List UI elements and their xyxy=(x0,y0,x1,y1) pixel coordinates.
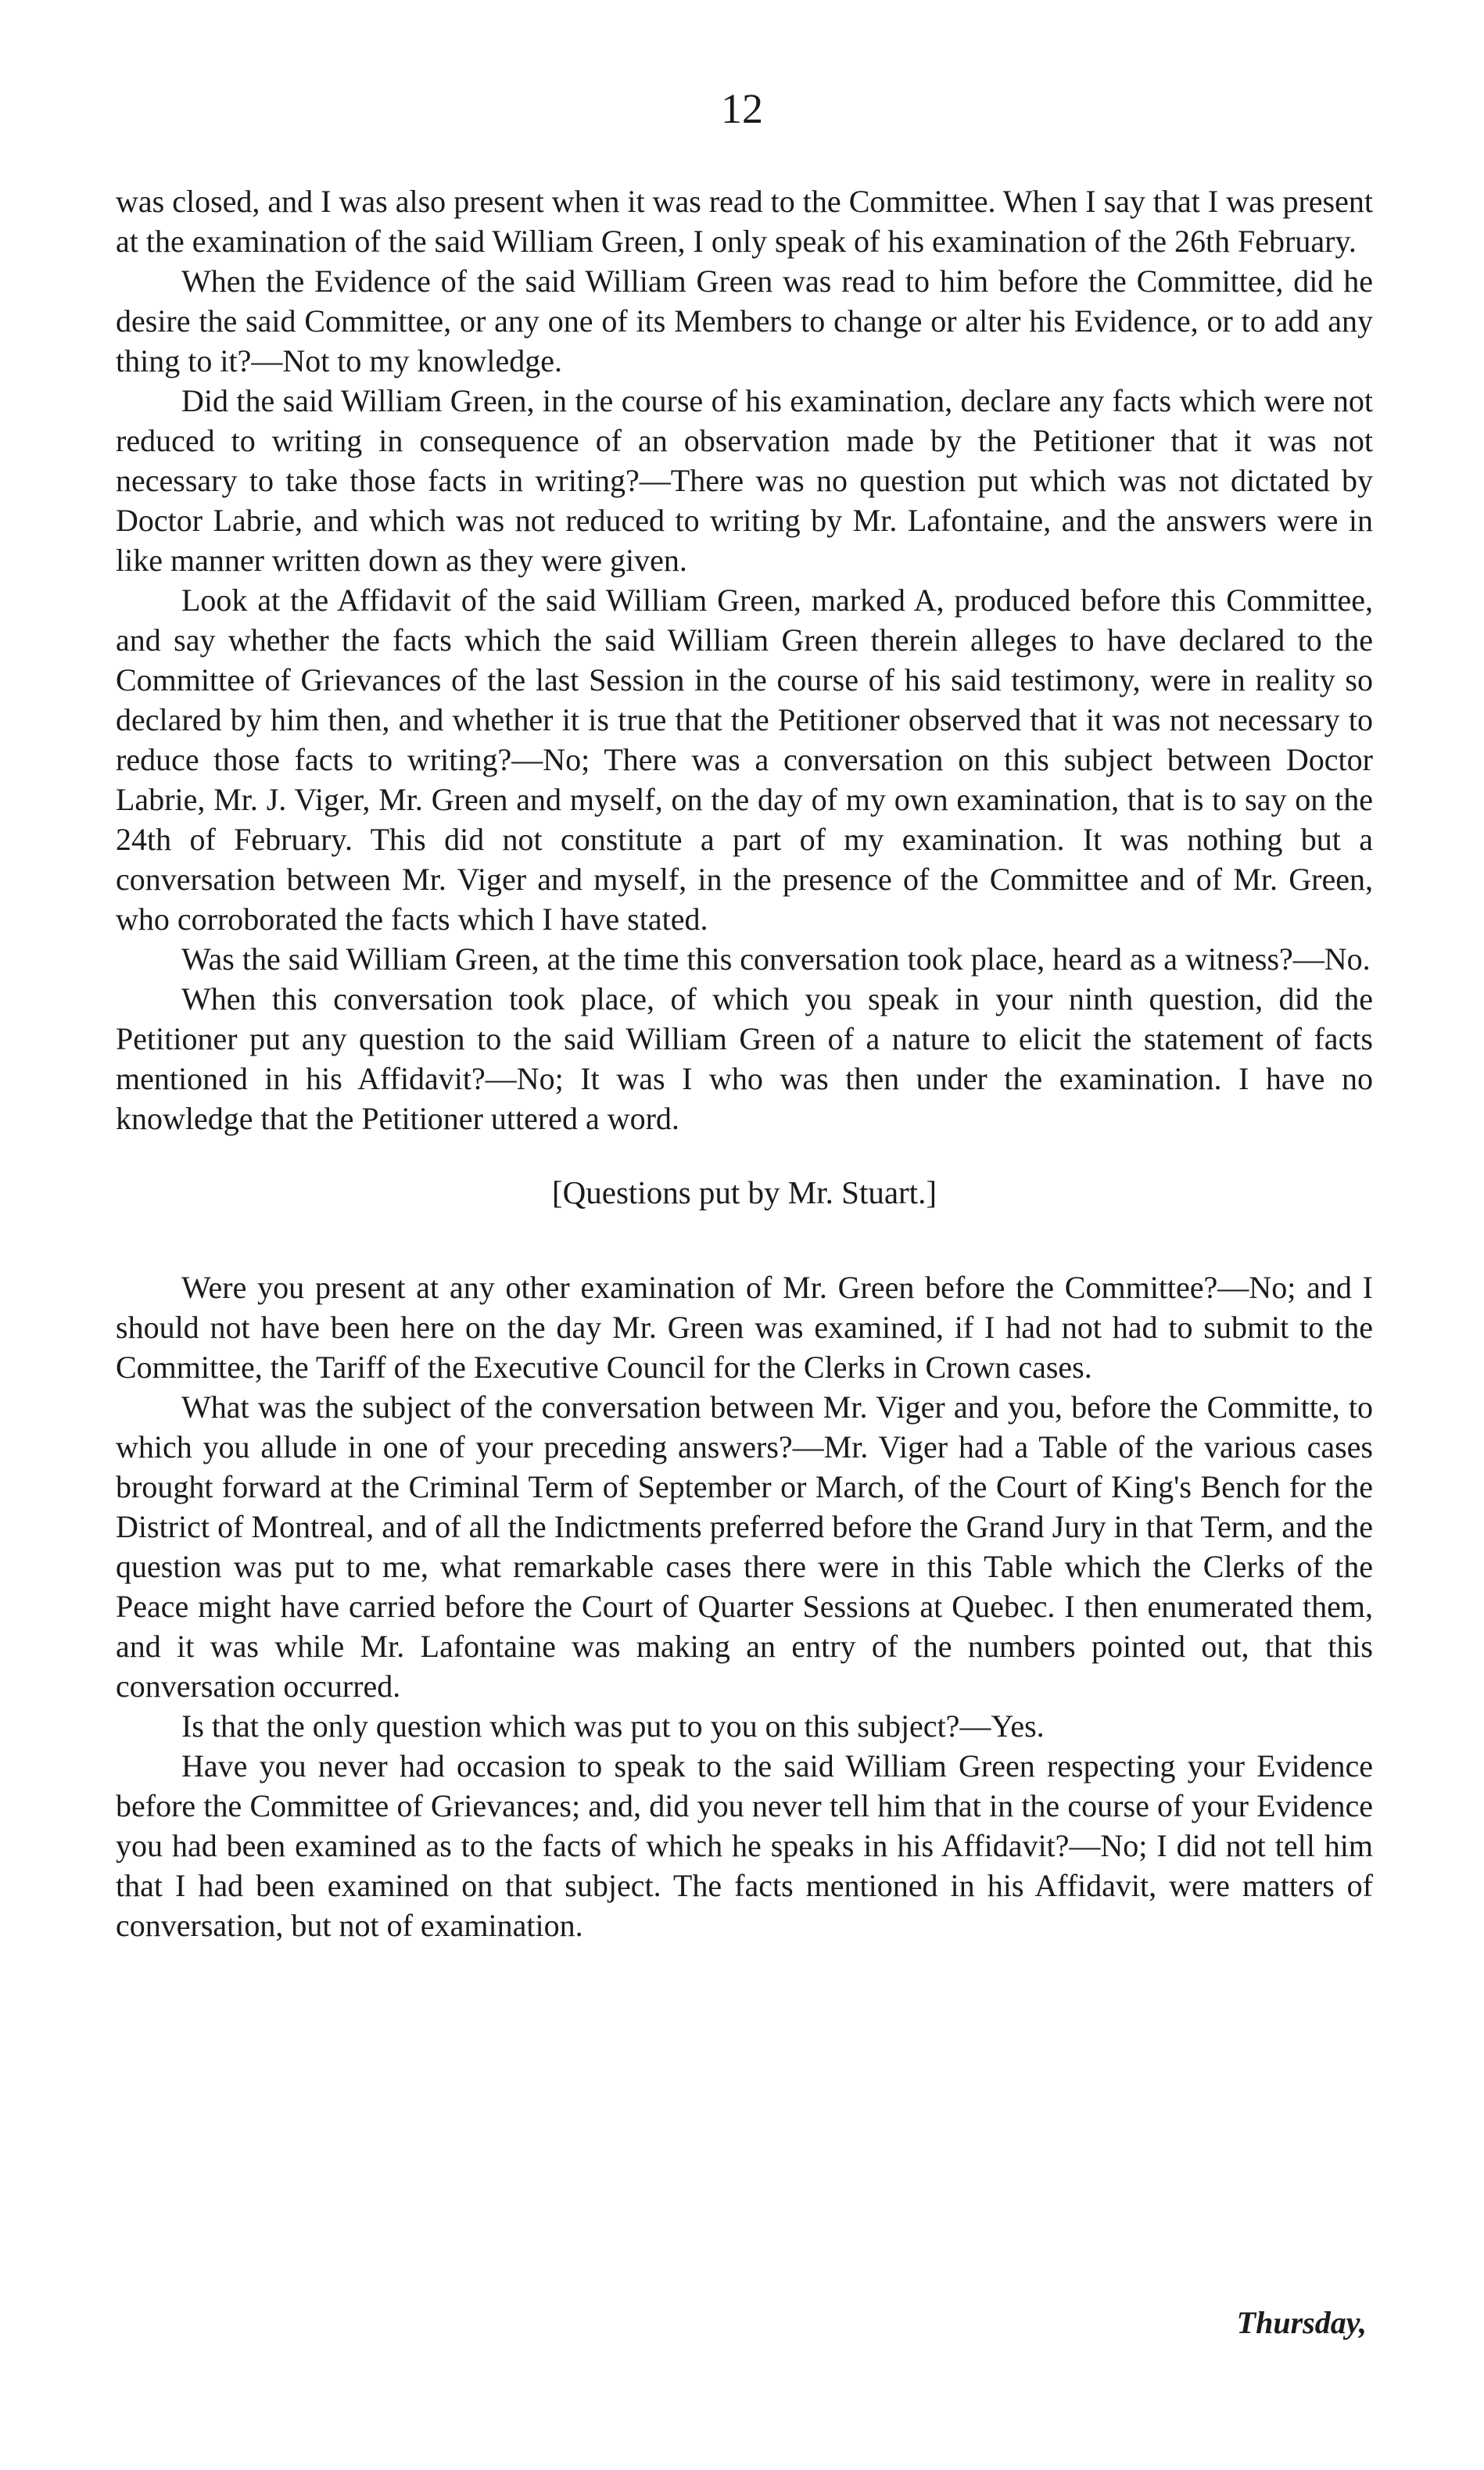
section-heading: [Questions put by Mr. Stuart.] xyxy=(552,1174,937,1210)
paragraph: Was the said William Green, at the time this conversation took place, heard as a witness?—No. xyxy=(181,941,1371,977)
paragraph: When this conversation took place, of which you speak in your ninth question, did the Petitioner put any question to the said William Green of a nature to elicit the statement of facts mentioned in his Affidavit?—No; It was I who was then under the examination. I have no knowledge that the Petitioner uttered a word. xyxy=(116,981,1373,1136)
paragraph: Did the said William Green, in the course of his examination, declare any facts which were not reduced to writing in consequence of an observation made by the Petitioner that it was not necessary to take those facts in writing?—There was no question put which was not dictated by Doctor Labrie, and which was not reduced to writing by Mr. Lafontaine, and the answers were in like manner written down as they were given. xyxy=(116,383,1373,578)
paragraph: Is that the only question which was put to you on this subject?—Yes. xyxy=(181,1708,1045,1744)
paragraph: What was the subject of the conversation between Mr. Viger and you, before the Committe, to which you allude in one of your preceding answers?—Mr. Viger had a Table of the various cases brought forward at the Criminal Term of September or March, of the Court of King's Bench for the District of Montreal, and of all the Indictments preferred before the Grand Jury in that Term, and the question was put to me, what remarkable cases there were in this Table which the Clerks of the Peace might have carried before the Court of Quarter Sessions at Quebec. I then enumerated them, and it was while Mr. Lafontaine was making an entry of the numbers pointed out, that this conversation occurred. xyxy=(116,1389,1373,1704)
document-body xyxy=(116,181,1373,1945)
paragraph: When the Evidence of the said William Green was read to him before the Committee, did he desire the said Committee, or any one of its Members to change or alter his Evidence, or to add any thing to it?—Not to my knowledge. xyxy=(116,263,1373,378)
paragraph: Look at the Affidavit of the said William Green, marked A, produced before this Committee, and say whether the facts which the said William Green therein alleges to have declared to the Committee of Grievances of the last Session in the course of his said testimony, were in reality so declared by him then, and whether it is true that the Petitioner observed that it was not necessary to reduce those facts to writing?—No; There was a conversation on this subject between Doctor Labrie, Mr. J. Viger, Mr. Green and myself, on the day of my own examination, that is to say on the 24th of February. This did not constitute a part of my examination. It was nothing but a conversation between Mr. Viger and myself, in the presence of the Committee and of Mr. Green, who corroborated the facts which I have stated. xyxy=(116,583,1373,937)
paragraph: Have you never had occasion to speak to the said William Green respecting your Evidence before the Committee of Grievances; and, did you never tell him that in the course of your Evidence you had been examined as to the facts of which he speaks in his Affidavit?—No; I did not tell him that I had been examined on that subject. The facts mentioned in his Affidavit, were matters of conversation, but not of examination. xyxy=(116,1748,1373,1943)
paragraph: was closed, and I was also present when it was read to the Committee. When I say that I was present at the examination of the said William Green, I only speak of his examination of the 26th February. xyxy=(116,184,1373,259)
catchword: Thursday, xyxy=(1236,2305,1367,2340)
page-number: 12 xyxy=(721,85,763,132)
paragraph: Were you present at any other examination of Mr. Green before the Committee?—No; and I should not have been here on the day Mr. Green was examined, if I had not had to submit to the Committee, the Tariff of the Executive Council for the Clerks in Crown cases. xyxy=(116,1270,1373,1385)
